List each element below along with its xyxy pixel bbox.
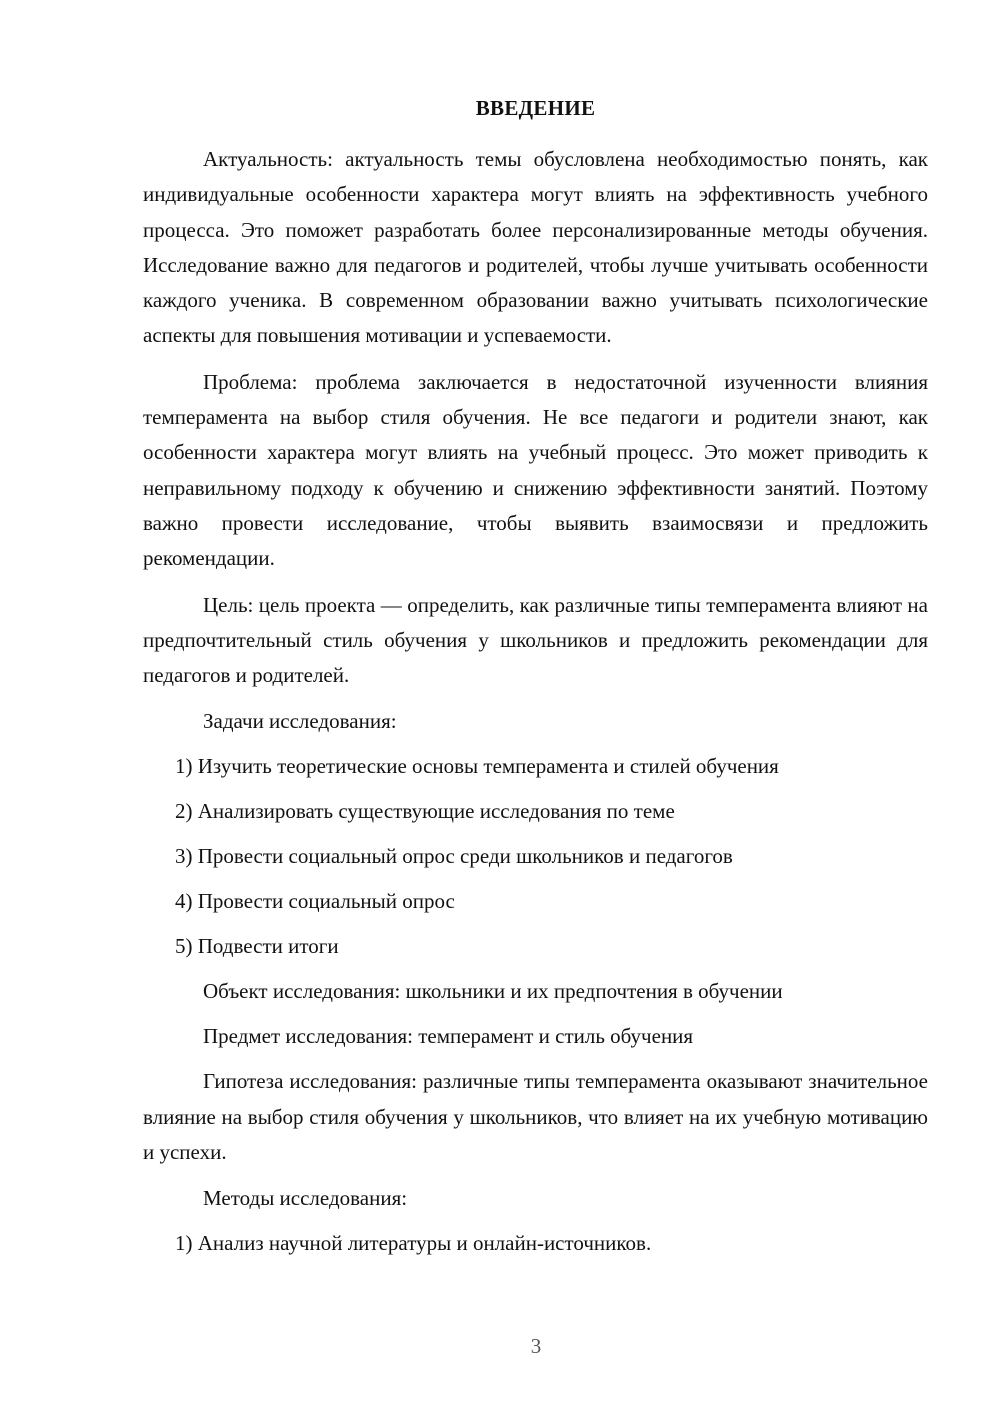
methods-list [143,1226,928,1261]
list-item: 4) Провести социальный опрос [175,889,455,914]
page-number: 3 [530,1334,542,1358]
methods-heading: Методы исследования: [203,1186,408,1211]
hypothesis-paragraph: Гипотеза исследования: различные типы темперамента оказывают значительное влияние на выбор стиля обучения у школьников, что влияет на их учебную мотивацию и успехи. [143,1069,928,1165]
list-item: 2) Анализировать существующие исследования по теме [175,799,675,824]
subject-line: Предмет исследования: темперамент и стиль обучения [203,1024,694,1049]
list-item: 1) Анализ научной литературы и онлайн-источников. [175,1231,652,1256]
tasks-list [143,749,928,964]
list-item: 3) Провести социальный опрос среди школьников и педагогов [175,844,733,869]
goal-paragraph: Цель: цель проекта — определить, как различные типы темперамента влияют на предпочтительный стиль обучения у школьников и предложить рекомендации для педагогов и родителей. [143,592,928,688]
relevance-paragraph: Актуальность: актуальность темы обусловлена необходимостью понять, как индивидуальные особенности характера могут влиять на эффективность учебного процесса. Это поможет разработать более персонализированные методы обучения. Исследование важно для педагогов и родителей, чтобы лучше учитывать особенности каждого ученика. В современном образовании важно учитывать психологические аспекты для повышения мотивации и успеваемости. [143,147,928,348]
list-item: 5) Подвести итоги [175,934,339,959]
page-title: ВВЕДЕНИЕ [475,96,596,120]
tasks-heading: Задачи исследования: [203,709,397,734]
list-item: 1) Изучить теоретические основы темперамента и стилей обучения [175,754,779,779]
problem-paragraph: Проблема: проблема заключается в недостаточной изученности влияния темперамента на выбор стиля обучения. Не все педагоги и родители знают, как особенности характера могут влиять на учебный процесс. Это может приводить к неправильному подходу к обучению и снижению эффективности занятий. Поэтому важно провести исследование, чтобы выявить взаимосвязи и предложить рекомендации. [143,369,928,571]
object-line: Объект исследования: школьники и их предпочтения в обучении [203,979,783,1004]
